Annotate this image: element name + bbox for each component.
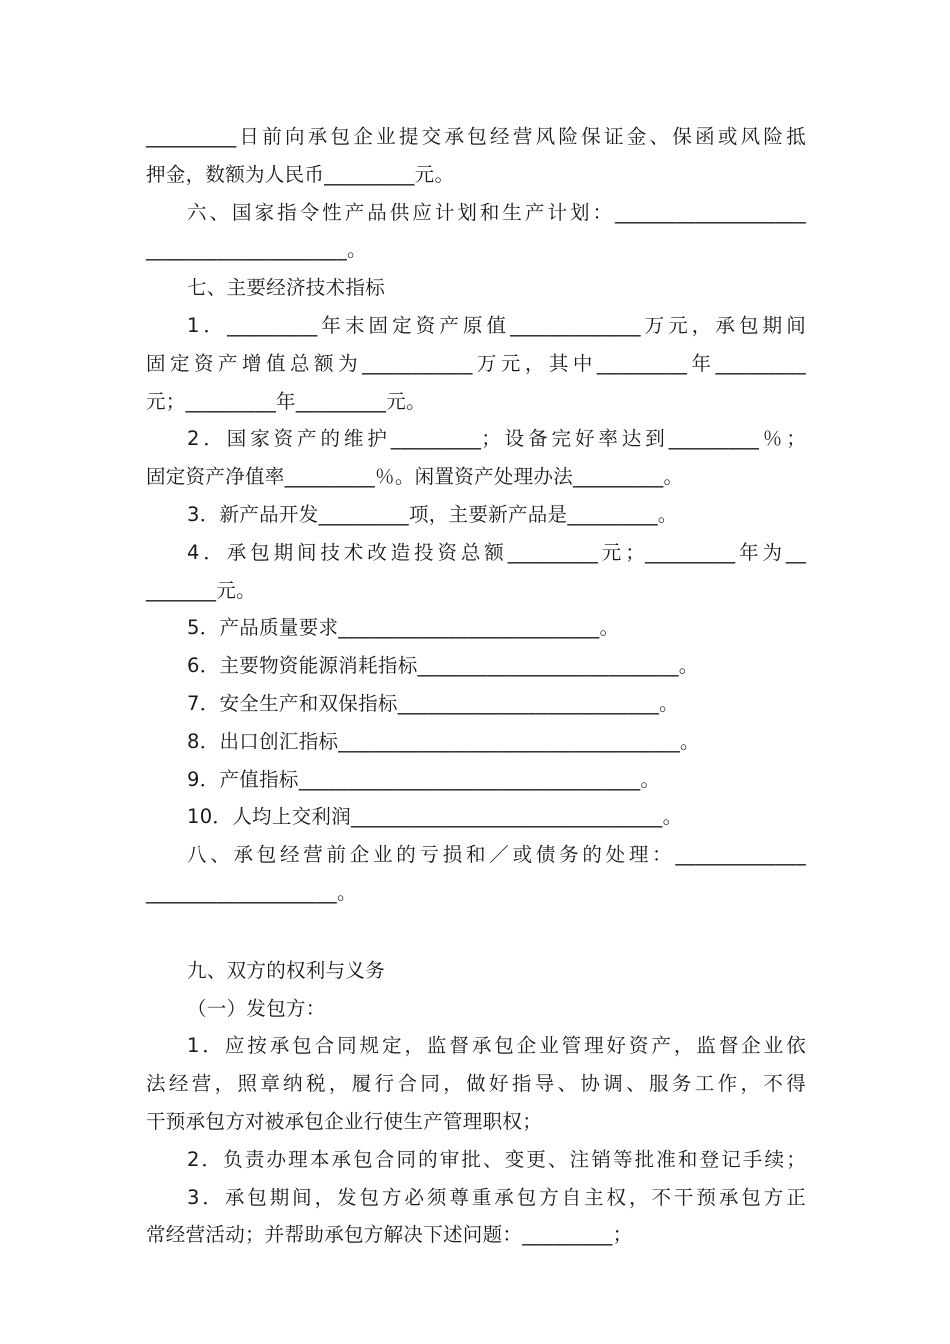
contract-body <box>146 118 806 1254</box>
text-line: 固定资产增值总额为___________万元，其中_________年_________ <box>146 351 806 375</box>
text-line: 六、国家指令性产品供应计划和生产计划：___________________ <box>187 200 806 224</box>
text-line: 干预承包方对被承包企业行使生产管理职权； <box>146 1109 543 1133</box>
text-line: 1．_________年末固定资产原值_____________万元，承包期间 <box>187 313 806 337</box>
text-line: 七、主要经济技术指标 <box>187 276 386 300</box>
text-line: 9．产值指标__________________________________。 <box>187 767 661 791</box>
text-line: 1．应按承包合同规定，监督承包企业管理好资产，监督企业依 <box>187 1034 806 1058</box>
text-line: 2．负责办理本承包合同的审批、变更、注销等批准和登记手续； <box>187 1147 806 1171</box>
text-line: 4．承包期间技术改造投资总额_________元；_________年为__ <box>187 540 806 564</box>
text-line: ____________________。 <box>146 238 367 262</box>
text-line: 5．产品质量要求__________________________。 <box>187 616 620 640</box>
text-line: （一）发包方： <box>187 996 326 1020</box>
paragraph-gap <box>146 912 806 952</box>
text-line: 元；_________年_________元。 <box>146 389 426 413</box>
text-line: 7．安全生产和双保指标__________________________。 <box>187 691 679 715</box>
text-line: ___________________。 <box>146 880 357 904</box>
text-line: 押金，数额为人民币_________元。 <box>146 162 455 186</box>
text-line: _______元。 <box>146 578 256 602</box>
text-line: 3．承包期间，发包方必须尊重承包方自主权，不干预承包方正 <box>187 1185 806 1209</box>
text-line: 2．国家资产的维护_________；设备完好率达到_________％； <box>187 427 806 451</box>
text-line: 常经营活动；并帮助承包方解决下述问题：_________； <box>146 1223 633 1247</box>
text-line: _________日前向承包企业提交承包经营风险保证金、保函或风险抵 <box>146 125 806 148</box>
text-line: 8．出口创汇指标__________________________________。 <box>187 729 700 753</box>
text-line: 法经营，照章纳税，履行合同，做好指导、协调、服务工作，不得 <box>146 1072 806 1096</box>
text-line: 八、承包经营前企业的亏损和／或债务的处理：_____________ <box>187 843 806 867</box>
text-line: 10．人均上交利润_______________________________。 <box>187 805 683 829</box>
text-line: 6．主要物资能源消耗指标__________________________。 <box>187 654 699 678</box>
text-line: 九、双方的权利与义务 <box>187 958 386 982</box>
text-line: 3．新产品开发_________项，主要新产品是_________。 <box>187 502 678 526</box>
text-line: 固定资产净值率_________％。闲置资产处理办法_________。 <box>146 465 684 489</box>
